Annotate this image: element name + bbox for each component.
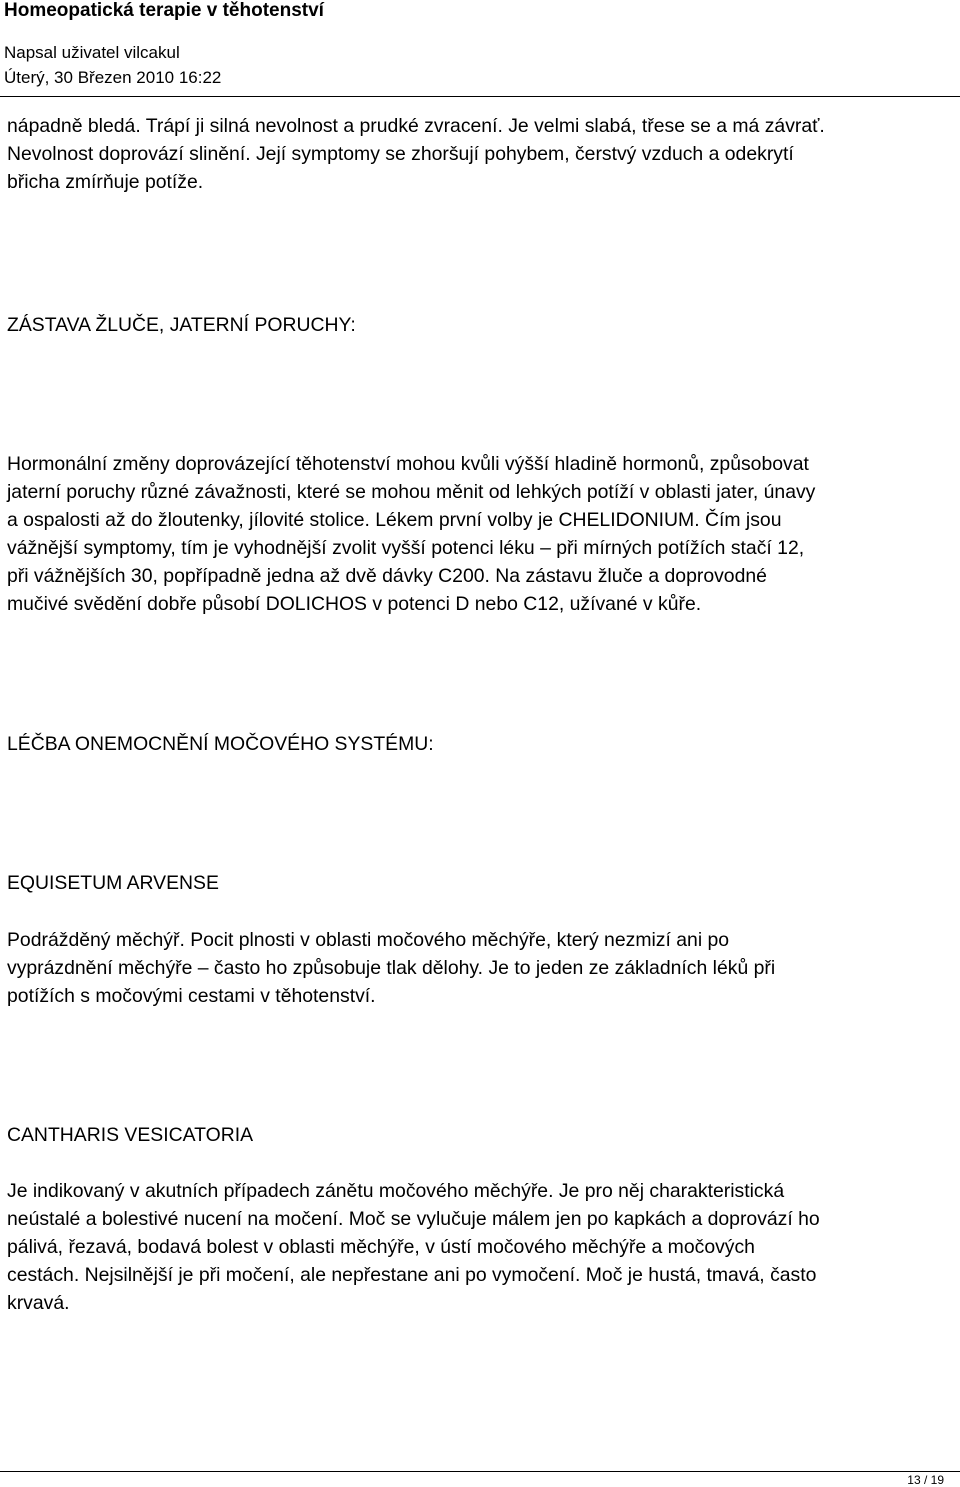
- text-line: nápadně bledá. Trápí ji silná nevolnost a prudké zvracení. Je velmi slabá, třese se a má závrať.: [7, 115, 825, 137]
- header-divider: [0, 96, 960, 97]
- text-line: jaterní poruchy různé závažnosti, které se mohou měnit od lehkých potíží v oblasti jater, únavy: [7, 481, 816, 503]
- text-line: a ospalosti až do žloutenky, jílovité stolice. Lékem první volby je CHELIDONIUM. Čím jsou: [7, 509, 782, 531]
- date-line: Úterý, 30 Březen 2010 16:22: [4, 68, 222, 87]
- section-heading-urinary: LÉČBA ONEMOCNĚNÍ MOČOVÉHO SYSTÉMU:: [7, 733, 434, 755]
- text-line: Je indikovaný v akutních případech zánětu močového měchýře. Je pro něj charakteristická: [7, 1180, 785, 1202]
- section-heading-liver: ZÁSTAVA ŽLUČE, JATERNÍ PORUCHY:: [7, 314, 356, 336]
- equisetum-paragraph: [7, 926, 952, 1010]
- text-line: Nevolnost doprovází slinění. Její symptomy se zhoršují pohybem, čerstvý vzduch a odekrytí: [7, 143, 794, 165]
- text-line: cestách. Nejsilnější je při močení, ale nepřestane ani po vymočení. Moč je hustá, tmavá, často: [7, 1264, 817, 1286]
- liver-paragraph: [7, 450, 952, 618]
- footer-divider: [0, 1471, 960, 1472]
- text-line: potížích s močovými cestami v těhotenství.: [7, 985, 376, 1007]
- text-line: mučivé svědění dobře působí DOLICHOS v potenci D nebo C12, užívané v kůře.: [7, 593, 702, 615]
- document-title: Homeopatická terapie v těhotenství: [4, 0, 324, 21]
- text-line: neústalé a bolestivé nucení na močení. Moč se vylučuje málem jen po kapkách a doprovází ho: [7, 1208, 820, 1230]
- remedy-heading-cantharis: CANTHARIS VESICATORIA: [7, 1124, 254, 1146]
- author-line: Napsal uživatel vilcakul: [4, 43, 180, 62]
- page-number: 13 / 19: [907, 1473, 944, 1487]
- cantharis-paragraph: [7, 1177, 952, 1317]
- text-line: krvavá.: [7, 1292, 70, 1314]
- text-line: Podrážděný měchýř. Pocit plnosti v oblasti močového měchýře, který nezmizí ani po: [7, 929, 730, 951]
- intro-paragraph: [7, 112, 952, 196]
- text-line: pálivá, řezavá, bodavá bolest v oblasti měchýře, v ústí močového měchýře a močových: [7, 1236, 755, 1258]
- text-line: Hormonální změny doprovázející těhotenství mohou kvůli výšší hladině hormonů, způsobovat: [7, 453, 809, 475]
- text-line: břicha zmírňuje potíže.: [7, 171, 204, 193]
- remedy-heading-equisetum: EQUISETUM ARVENSE: [7, 872, 219, 894]
- text-line: vyprázdnění měchýře – často ho způsobuje tlak dělohy. Je to jeden ze základních léků při: [7, 957, 776, 979]
- text-line: při vážnějších 30, popřípadně jedna až dvě dávky C200. Na zástavu žluče a doprovodné: [7, 565, 767, 587]
- text-line: vážnější symptomy, tím je vyhodnější zvolit vyšší potenci léku – při mírných potížích stačí 12,: [7, 537, 805, 559]
